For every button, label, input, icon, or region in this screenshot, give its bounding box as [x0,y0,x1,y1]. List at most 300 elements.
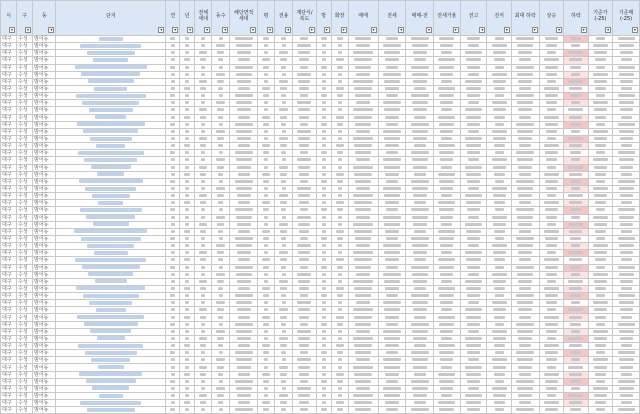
filter-dropdown-icon[interactable]: ▾ [558,27,561,32]
cell-blurred[interactable] [539,43,564,50]
cell-blurred[interactable] [348,407,378,414]
cell-blurred[interactable] [348,171,378,178]
cell-blurred[interactable] [564,271,589,278]
cell-blurred[interactable] [460,36,487,43]
cell-blurred[interactable] [331,185,348,192]
cell-blurred[interactable] [195,235,212,242]
cell-blurred[interactable] [316,100,331,107]
cell-blurred[interactable] [460,221,487,228]
cell-complex-blurred[interactable] [56,178,166,185]
cell-blurred[interactable] [275,114,293,121]
cell-blurred[interactable] [487,243,512,250]
cell-blurred[interactable] [331,93,348,100]
table-row[interactable] [1,43,640,50]
cell-city[interactable]: 대구 [1,207,17,214]
cell-blurred[interactable] [434,143,461,150]
cell-blurred[interactable] [195,385,212,392]
cell-blurred[interactable] [348,178,378,185]
cell-blurred[interactable] [180,328,195,335]
cell-blurred[interactable] [511,157,539,164]
cell-blurred[interactable] [230,314,258,321]
table-row[interactable] [1,185,640,192]
table-row[interactable] [1,343,640,350]
cell-blurred[interactable] [564,157,589,164]
cell-blurred[interactable] [212,378,230,385]
cell-gu[interactable]: 수성 [17,343,33,350]
cell-blurred[interactable] [293,178,316,185]
cell-blurred[interactable] [460,121,487,128]
cell-blurred[interactable] [588,185,613,192]
cell-blurred[interactable] [378,243,406,250]
cell-blurred[interactable] [275,71,293,78]
cell-blurred[interactable] [316,193,331,200]
cell-blurred[interactable] [378,293,406,300]
cell-blurred[interactable] [406,343,434,350]
cell-blurred[interactable] [564,343,589,350]
cell-blurred[interactable] [406,135,434,142]
cell-blurred[interactable] [180,364,195,371]
cell-blurred[interactable] [460,128,487,135]
cell-blurred[interactable] [348,250,378,257]
cell-city[interactable]: 대구 [1,78,17,85]
cell-blurred[interactable] [460,407,487,414]
cell-blurred[interactable] [195,335,212,342]
cell-blurred[interactable] [230,221,258,228]
cell-blurred[interactable] [212,100,230,107]
cell-city[interactable]: 대구 [1,185,17,192]
cell-blurred[interactable] [434,328,461,335]
cell-complex-blurred[interactable] [56,385,166,392]
cell-gu[interactable]: 수성 [17,350,33,357]
cell-blurred[interactable] [180,250,195,257]
cell-blurred[interactable] [588,335,613,342]
cell-complex-blurred[interactable] [56,371,166,378]
cell-blurred[interactable] [460,85,487,92]
cell-blurred[interactable] [348,364,378,371]
cell-blurred[interactable] [331,343,348,350]
cell-blurred[interactable] [406,100,434,107]
cell-blurred[interactable] [195,364,212,371]
cell-blurred[interactable] [564,207,589,214]
cell-blurred[interactable] [406,64,434,71]
cell-blurred[interactable] [293,200,316,207]
cell-gu[interactable]: 수성 [17,207,33,214]
cell-complex-blurred[interactable] [56,350,166,357]
cell-blurred[interactable] [434,214,461,221]
cell-blurred[interactable] [180,36,195,43]
cell-blurred[interactable] [348,271,378,278]
cell-blurred[interactable] [212,193,230,200]
cell-blurred[interactable] [331,64,348,71]
cell-blurred[interactable] [258,393,275,400]
cell-blurred[interactable] [331,114,348,121]
cell-blurred[interactable] [180,385,195,392]
cell-blurred[interactable] [539,200,564,207]
cell-blurred[interactable] [230,36,258,43]
cell-gu[interactable]: 수성 [17,36,33,43]
cell-blurred[interactable] [539,221,564,228]
cell-blurred[interactable] [195,114,212,121]
cell-blurred[interactable] [212,278,230,285]
cell-blurred[interactable] [406,307,434,314]
cell-blurred[interactable] [434,271,461,278]
cell-blurred[interactable] [588,407,613,414]
cell-blurred[interactable] [316,128,331,135]
cell-blurred[interactable] [378,121,406,128]
filter-dropdown-icon[interactable]: ▾ [10,27,13,32]
cell-blurred[interactable] [230,257,258,264]
cell-blurred[interactable] [180,321,195,328]
cell-blurred[interactable] [195,64,212,71]
cell-blurred[interactable] [588,228,613,235]
cell-blurred[interactable] [511,393,539,400]
cell-blurred[interactable] [588,328,613,335]
cell-blurred[interactable] [195,250,212,257]
cell-blurred[interactable] [275,171,293,178]
cell-complex-blurred[interactable] [56,107,166,114]
cell-blurred[interactable] [316,114,331,121]
cell-blurred[interactable] [316,278,331,285]
cell-blurred[interactable] [195,50,212,57]
cell-complex-blurred[interactable] [56,135,166,142]
filter-dropdown-icon[interactable]: ▾ [481,27,484,32]
cell-blurred[interactable] [331,78,348,85]
cell-blurred[interactable] [378,214,406,221]
cell-blurred[interactable] [258,321,275,328]
cell-complex-blurred[interactable] [56,378,166,385]
cell-blurred[interactable] [258,36,275,43]
cell-blurred[interactable] [275,321,293,328]
cell-blurred[interactable] [331,393,348,400]
cell-dong[interactable]: 범어동 [33,264,56,271]
cell-blurred[interactable] [195,393,212,400]
cell-blurred[interactable] [195,371,212,378]
cell-blurred[interactable] [406,107,434,114]
cell-blurred[interactable] [613,64,640,71]
cell-blurred[interactable] [166,114,180,121]
cell-blurred[interactable] [258,278,275,285]
cell-blurred[interactable] [487,178,512,185]
cell-blurred[interactable] [230,407,258,414]
cell-blurred[interactable] [539,228,564,235]
cell-gu[interactable]: 수성 [17,71,33,78]
cell-blurred[interactable] [275,235,293,242]
cell-complex-blurred[interactable] [56,43,166,50]
cell-gu[interactable]: 수성 [17,321,33,328]
cell-blurred[interactable] [212,171,230,178]
cell-blurred[interactable] [166,193,180,200]
cell-blurred[interactable] [613,50,640,57]
cell-blurred[interactable] [166,257,180,264]
cell-blurred[interactable] [212,36,230,43]
table-row[interactable] [1,171,640,178]
cell-blurred[interactable] [564,357,589,364]
cell-blurred[interactable] [293,150,316,157]
cell-blurred[interactable] [378,85,406,92]
cell-blurred[interactable] [275,164,293,171]
cell-blurred[interactable] [293,214,316,221]
table-row[interactable] [1,64,640,71]
cell-blurred[interactable] [195,228,212,235]
cell-blurred[interactable] [212,300,230,307]
cell-blurred[interactable] [511,193,539,200]
cell-gu[interactable]: 수성 [17,185,33,192]
cell-blurred[interactable] [230,135,258,142]
cell-blurred[interactable] [212,393,230,400]
cell-blurred[interactable] [293,328,316,335]
cell-blurred[interactable] [487,328,512,335]
cell-blurred[interactable] [539,371,564,378]
cell-city[interactable]: 대구 [1,250,17,257]
cell-blurred[interactable] [588,314,613,321]
cell-blurred[interactable] [316,371,331,378]
cell-dong[interactable]: 범어동 [33,214,56,221]
cell-blurred[interactable] [434,64,461,71]
cell-blurred[interactable] [434,250,461,257]
cell-blurred[interactable] [539,278,564,285]
cell-blurred[interactable] [487,64,512,71]
cell-blurred[interactable] [230,78,258,85]
cell-blurred[interactable] [460,207,487,214]
cell-blurred[interactable] [487,150,512,157]
cell-blurred[interactable] [487,100,512,107]
cell-blurred[interactable] [511,93,539,100]
cell-blurred[interactable] [539,185,564,192]
cell-blurred[interactable] [613,221,640,228]
cell-blurred[interactable] [613,371,640,378]
cell-blurred[interactable] [195,143,212,150]
cell-blurred[interactable] [316,57,331,64]
cell-blurred[interactable] [434,121,461,128]
cell-gu[interactable]: 수성 [17,264,33,271]
cell-blurred[interactable] [511,100,539,107]
cell-blurred[interactable] [166,100,180,107]
cell-city[interactable]: 대구 [1,328,17,335]
cell-blurred[interactable] [588,36,613,43]
cell-complex-blurred[interactable] [56,150,166,157]
cell-blurred[interactable] [613,235,640,242]
cell-gu[interactable]: 수성 [17,221,33,228]
cell-blurred[interactable] [539,250,564,257]
cell-blurred[interactable] [166,185,180,192]
cell-blurred[interactable] [195,178,212,185]
cell-blurred[interactable] [487,371,512,378]
cell-dong[interactable]: 범어동 [33,321,56,328]
cell-gu[interactable]: 수성 [17,293,33,300]
cell-blurred[interactable] [588,214,613,221]
cell-blurred[interactable] [316,235,331,242]
cell-blurred[interactable] [293,221,316,228]
cell-blurred[interactable] [348,135,378,142]
cell-blurred[interactable] [434,264,461,271]
cell-blurred[interactable] [613,135,640,142]
cell-blurred[interactable] [212,228,230,235]
cell-blurred[interactable] [230,200,258,207]
table-row[interactable] [1,193,640,200]
cell-blurred[interactable] [511,178,539,185]
filter-dropdown-icon[interactable]: ▾ [372,27,375,32]
filter-dropdown-icon[interactable]: ▾ [400,27,403,32]
cell-blurred[interactable] [406,50,434,57]
cell-blurred[interactable] [180,293,195,300]
cell-blurred[interactable] [613,193,640,200]
cell-blurred[interactable] [378,50,406,57]
cell-blurred[interactable] [195,257,212,264]
cell-city[interactable]: 대구 [1,321,17,328]
cell-city[interactable]: 대구 [1,357,17,364]
cell-blurred[interactable] [434,228,461,235]
cell-dong[interactable]: 범어동 [33,271,56,278]
cell-blurred[interactable] [460,157,487,164]
cell-blurred[interactable] [348,207,378,214]
cell-blurred[interactable] [613,378,640,385]
cell-blurred[interactable] [613,214,640,221]
cell-blurred[interactable] [180,107,195,114]
cell-blurred[interactable] [613,107,640,114]
cell-blurred[interactable] [588,278,613,285]
cell-blurred[interactable] [180,371,195,378]
cell-blurred[interactable] [434,128,461,135]
filter-dropdown-icon[interactable]: ▾ [224,27,227,32]
cell-blurred[interactable] [406,400,434,407]
cell-blurred[interactable] [434,207,461,214]
cell-blurred[interactable] [588,271,613,278]
table-row[interactable] [1,121,640,128]
cell-blurred[interactable] [460,57,487,64]
cell-blurred[interactable] [539,78,564,85]
cell-blurred[interactable] [588,107,613,114]
cell-blurred[interactable] [348,350,378,357]
cell-blurred[interactable] [180,143,195,150]
cell-dong[interactable]: 범어동 [33,143,56,150]
cell-blurred[interactable] [348,50,378,57]
cell-blurred[interactable] [613,271,640,278]
cell-blurred[interactable] [487,393,512,400]
cell-city[interactable]: 대구 [1,157,17,164]
cell-blurred[interactable] [378,250,406,257]
cell-complex-blurred[interactable] [56,243,166,250]
cell-complex-blurred[interactable] [56,121,166,128]
cell-blurred[interactable] [487,128,512,135]
cell-blurred[interactable] [212,135,230,142]
cell-blurred[interactable] [212,107,230,114]
cell-blurred[interactable] [564,307,589,314]
cell-blurred[interactable] [331,71,348,78]
cell-dong[interactable]: 범어동 [33,71,56,78]
cell-blurred[interactable] [613,150,640,157]
cell-blurred[interactable] [258,250,275,257]
cell-blurred[interactable] [180,400,195,407]
cell-blurred[interactable] [434,293,461,300]
cell-blurred[interactable] [460,371,487,378]
cell-blurred[interactable] [460,264,487,271]
cell-blurred[interactable] [331,264,348,271]
cell-blurred[interactable] [539,100,564,107]
column-header[interactable] [331,1,348,36]
cell-blurred[interactable] [230,64,258,71]
cell-blurred[interactable] [378,143,406,150]
cell-city[interactable]: 대구 [1,378,17,385]
cell-city[interactable]: 대구 [1,393,17,400]
cell-blurred[interactable] [195,36,212,43]
cell-blurred[interactable] [195,407,212,414]
cell-blurred[interactable] [348,343,378,350]
cell-blurred[interactable] [588,200,613,207]
cell-blurred[interactable] [316,221,331,228]
cell-blurred[interactable] [166,57,180,64]
cell-dong[interactable]: 범어동 [33,193,56,200]
cell-dong[interactable]: 범어동 [33,171,56,178]
cell-blurred[interactable] [258,350,275,357]
cell-blurred[interactable] [258,400,275,407]
cell-blurred[interactable] [378,235,406,242]
cell-blurred[interactable] [460,393,487,400]
cell-blurred[interactable] [293,50,316,57]
cell-blurred[interactable] [275,300,293,307]
cell-blurred[interactable] [166,36,180,43]
cell-blurred[interactable] [378,321,406,328]
cell-blurred[interactable] [258,293,275,300]
cell-blurred[interactable] [275,43,293,50]
cell-blurred[interactable] [564,193,589,200]
cell-complex-blurred[interactable] [56,228,166,235]
cell-blurred[interactable] [539,293,564,300]
cell-blurred[interactable] [511,150,539,157]
cell-blurred[interactable] [378,300,406,307]
cell-blurred[interactable] [487,50,512,57]
cell-blurred[interactable] [258,57,275,64]
cell-blurred[interactable] [348,107,378,114]
cell-gu[interactable]: 수성 [17,43,33,50]
cell-blurred[interactable] [293,407,316,414]
cell-city[interactable]: 대구 [1,400,17,407]
cell-blurred[interactable] [460,271,487,278]
cell-blurred[interactable] [564,85,589,92]
cell-blurred[interactable] [588,264,613,271]
cell-blurred[interactable] [539,214,564,221]
cell-blurred[interactable] [258,121,275,128]
cell-blurred[interactable] [460,178,487,185]
cell-blurred[interactable] [195,293,212,300]
cell-blurred[interactable] [293,350,316,357]
cell-city[interactable]: 대구 [1,350,17,357]
cell-blurred[interactable] [293,228,316,235]
cell-complex-blurred[interactable] [56,114,166,121]
cell-blurred[interactable] [230,357,258,364]
cell-blurred[interactable] [511,36,539,43]
cell-blurred[interactable] [378,207,406,214]
cell-blurred[interactable] [180,407,195,414]
cell-blurred[interactable] [230,393,258,400]
cell-city[interactable]: 대구 [1,285,17,292]
cell-blurred[interactable] [378,278,406,285]
column-header[interactable] [406,1,434,36]
cell-blurred[interactable] [588,171,613,178]
cell-blurred[interactable] [316,364,331,371]
cell-blurred[interactable] [180,57,195,64]
cell-city[interactable]: 대구 [1,150,17,157]
cell-blurred[interactable] [564,350,589,357]
cell-blurred[interactable] [588,357,613,364]
cell-complex-blurred[interactable] [56,264,166,271]
cell-blurred[interactable] [293,243,316,250]
cell-complex-blurred[interactable] [56,200,166,207]
cell-blurred[interactable] [406,85,434,92]
cell-blurred[interactable] [588,300,613,307]
table-row[interactable] [1,200,640,207]
cell-complex-blurred[interactable] [56,164,166,171]
cell-complex-blurred[interactable] [56,143,166,150]
